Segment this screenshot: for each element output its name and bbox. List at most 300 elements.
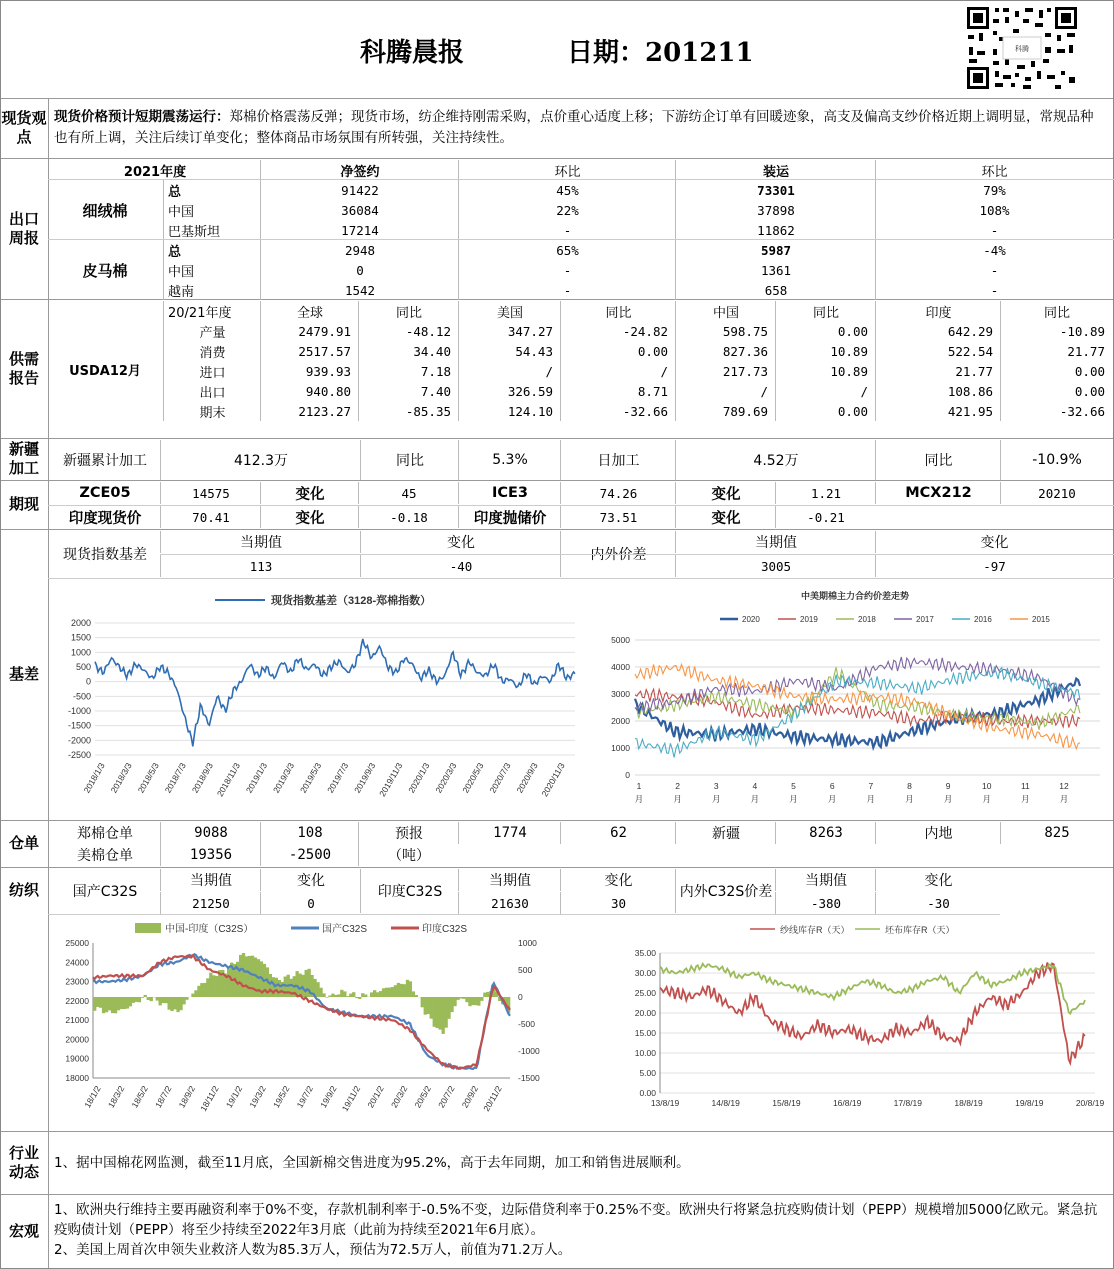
x-tick-label: 2019/3/3 <box>270 761 297 795</box>
x-tick-label: 18/8/19 <box>954 1098 983 1108</box>
usda-value: 0.00 <box>1000 381 1113 401</box>
textile-header: 变化 <box>875 869 1001 891</box>
y2-tick-label: 500 <box>518 965 533 975</box>
industry-text: 1、据中国棉花网监测，截至11月底，全国新棉交售进度为95.2%，高于去年同期，加工和销售进展顺利。 <box>54 1155 690 1171</box>
y2-tick-label: -1500 <box>518 1073 540 1083</box>
warehouse-cell: -2500 <box>260 844 359 866</box>
usda-header-cell: 全球 <box>260 301 359 321</box>
y-tick-label: 0.00 <box>639 1088 656 1098</box>
qr-code <box>965 5 1079 91</box>
y-tick-label: 24000 <box>65 957 89 968</box>
diff-bar <box>141 997 144 998</box>
y2-tick-label: 0 <box>518 992 523 1002</box>
usda-header-cell: 同比 <box>358 301 459 321</box>
y-tick-label: 25000 <box>65 938 89 948</box>
usda-row-label: 消费 <box>163 341 261 361</box>
usda-label: USDA12月 <box>69 363 141 379</box>
y-tick-label: 30.00 <box>634 968 656 978</box>
legend-label: 现货指数基差（3128-郑棉指数） <box>271 595 432 607</box>
diff-bar <box>337 994 340 997</box>
warehouse-cell: 预报 <box>358 822 459 844</box>
y-tick-label: 15.00 <box>634 1028 656 1038</box>
diff-bar <box>200 983 203 997</box>
x-tick-label: 3 <box>713 781 719 791</box>
usda-value: / <box>675 381 776 401</box>
diff-bar <box>126 997 129 1009</box>
xinjiang-cell: -10.9% <box>1000 440 1113 480</box>
y-tick-label: 22000 <box>65 995 89 1006</box>
basis-header: 当期值 <box>675 531 876 553</box>
diff-bar <box>245 956 248 997</box>
diff-bar <box>206 978 209 997</box>
x-tick-label: 2018/1/3 <box>81 761 107 795</box>
export-ship-mom: - <box>875 280 1113 300</box>
export-row-label: 中国 <box>163 200 265 220</box>
x-tick-label: 7 <box>868 781 874 791</box>
x-tick-label: 2019/1/3 <box>243 761 270 795</box>
export-net-sales: 17214 <box>260 220 459 240</box>
diff-bar <box>468 997 471 1006</box>
diff-bar <box>328 996 331 998</box>
warehouse-cell: 19356 <box>160 844 261 866</box>
diff-bar <box>278 980 281 997</box>
basis-chart <box>55 585 585 815</box>
diff-bar <box>144 995 147 997</box>
x-tick-label: 2018/3/3 <box>108 761 134 795</box>
y-tick-label: 2000 <box>611 716 630 726</box>
export-header-cell: 环比 <box>458 160 676 180</box>
usda-value: -24.82 <box>560 321 676 341</box>
y-tick-label: 5.00 <box>639 1068 656 1078</box>
macro-text <box>54 1200 1104 1260</box>
usda-value: 124.10 <box>458 401 561 421</box>
y-tick-label: 5000 <box>611 635 630 645</box>
diff-bar <box>355 997 358 998</box>
basis-value: -97 <box>875 555 1113 577</box>
usda-value: 598.75 <box>675 321 776 341</box>
usda-value: 21.77 <box>875 361 1001 381</box>
y-tick-label: -1500 <box>67 720 91 731</box>
xinjiang-cell: 新疆累计加工 <box>63 453 147 469</box>
y-tick-label: 1000 <box>70 647 91 658</box>
diff-bar <box>385 988 388 997</box>
textile-label: 印度C32S <box>360 869 459 913</box>
futures-cell: 1.21 <box>775 482 876 504</box>
export-shipment: 11862 <box>675 220 876 240</box>
usda-value: 939.93 <box>260 361 359 381</box>
x-tick-label: 18/7/2 <box>153 1084 174 1110</box>
x-tick-label: 月 <box>712 794 721 804</box>
export-shipment: 5987 <box>675 240 876 260</box>
diff-bar <box>135 997 138 1002</box>
diff-bar <box>215 976 218 997</box>
diff-bar <box>376 992 379 997</box>
diff-bar <box>343 991 346 997</box>
export-row-label: 总 <box>163 240 265 260</box>
diff-bar <box>102 997 105 1013</box>
diff-bar <box>129 997 132 1006</box>
y-tick-label: 20000 <box>65 1034 89 1045</box>
y-tick-label: 35.00 <box>634 948 656 958</box>
diff-bar <box>99 997 102 1008</box>
export-net-mom: - <box>458 280 676 300</box>
x-tick-label: 2018/9/3 <box>189 761 215 795</box>
usda-value: 0.00 <box>560 341 676 361</box>
futures-cell: -0.18 <box>358 506 459 528</box>
export-ship-mom: -4% <box>875 240 1113 260</box>
usda-header-cell: 同比 <box>1000 301 1113 321</box>
usda-value: -32.66 <box>1000 401 1113 421</box>
diff-bar <box>388 988 391 997</box>
textile-value: -30 <box>875 892 1001 914</box>
diff-bar <box>170 997 173 1011</box>
x-tick-label: 月 <box>1059 794 1069 804</box>
usda-value: 2517.57 <box>260 341 359 361</box>
x-tick-label: 2018/7/3 <box>162 761 188 795</box>
macro-item-1: 1、欧洲央行维持主要再融资利率于0%不变，存款机制利率于-0.5%不变，边际借贷利率于0.25%不变。欧洲央行将紧急抗疫购债计划（PEPP）规模增加5000亿欧元。紧急抗疫购债计划（PEPP）将至少持续至2022年3月底（此前为持续至2021年6月底）。 <box>54 1202 1098 1238</box>
usda-value: 108.86 <box>875 381 1001 401</box>
section-basis: 基差 <box>8 665 39 683</box>
usda-value: 21.77 <box>1000 341 1113 361</box>
x-tick-label: 6 <box>829 781 835 791</box>
section-export: 出口周报 <box>8 209 39 247</box>
diff-bar <box>165 997 168 1003</box>
usda-value: 10.89 <box>775 341 876 361</box>
x-tick-label: 2020/1/3 <box>406 761 432 795</box>
futures-cell: 印度抛储价 <box>458 506 561 528</box>
diff-bar <box>120 997 123 1009</box>
basis-header: 变化 <box>875 531 1113 553</box>
legend-label: 2016 <box>974 615 992 624</box>
usda-value: 7.40 <box>358 381 459 401</box>
usda-value: 642.29 <box>875 321 1001 341</box>
diff-bar <box>358 997 361 999</box>
diff-bar <box>442 997 445 1034</box>
export-row-label: 越南 <box>163 280 265 300</box>
export-net-mom: 65% <box>458 240 676 260</box>
export-row-label: 总 <box>163 180 265 200</box>
x-tick-label: 20/11/2 <box>481 1084 504 1114</box>
usda-value: 8.71 <box>560 381 676 401</box>
diff-bar <box>96 997 99 1007</box>
diff-bar <box>269 974 272 997</box>
diff-bar <box>117 997 120 1010</box>
x-tick-label: 月 <box>1021 794 1030 804</box>
futures-cell: 20210 <box>1000 482 1113 504</box>
export-shipment: 73301 <box>675 180 876 200</box>
basis-value: -40 <box>360 555 561 577</box>
futures-cell: ZCE05 <box>79 485 131 501</box>
y-tick-label: 21000 <box>65 1015 89 1026</box>
diff-bar <box>453 997 456 1006</box>
legend-label: 2020 <box>742 615 760 624</box>
export-header-cell: 2021年度 <box>123 164 187 180</box>
diff-bar <box>361 993 364 997</box>
x-tick-label: 2019/9/3 <box>352 761 378 795</box>
inventory-chart <box>600 918 1110 1128</box>
x-tick-label: 18/9/2 <box>176 1084 198 1110</box>
legend-label: 2015 <box>1032 615 1050 624</box>
diff-bar <box>349 994 352 997</box>
x-tick-label: 5 <box>791 781 796 791</box>
export-header-cell: 装运 <box>675 160 876 180</box>
usda-value: 827.36 <box>675 341 776 361</box>
yarn-price-chart <box>55 918 585 1128</box>
y-tick-label: 0 <box>625 770 630 780</box>
section-industry: 行业动态 <box>8 1143 39 1181</box>
textile-header: 变化 <box>260 869 361 891</box>
warehouse-cell: （吨） <box>358 844 459 866</box>
export-net-mom: - <box>458 260 676 280</box>
basis-series-line <box>95 639 575 747</box>
xinjiang-cell: 412.3万 <box>160 440 361 480</box>
warehouse-cell: 108 <box>260 822 359 844</box>
warehouse-cell: 新疆 <box>675 822 776 844</box>
warehouse-cell: 62 <box>560 822 676 844</box>
x-tick-label: 2020/9/3 <box>514 761 540 795</box>
diff-bar <box>427 997 430 1014</box>
usda-row-label: 进口 <box>163 361 261 381</box>
diff-bar <box>123 997 126 1009</box>
diff-bar <box>150 997 153 1001</box>
diff-bar <box>465 997 468 1002</box>
diff-bar <box>433 997 436 1027</box>
diff-bar <box>370 992 373 997</box>
diff-bar <box>400 984 403 997</box>
textile-value: -380 <box>775 892 876 914</box>
x-tick-label: 月 <box>943 794 953 804</box>
diff-bar <box>111 997 114 1013</box>
usda-row-label: 期末 <box>163 401 261 421</box>
diff-bar <box>459 997 462 999</box>
usda-value: 522.54 <box>875 341 1001 361</box>
diff-bar <box>203 983 206 997</box>
usda-header-cell: 美国 <box>458 301 561 321</box>
textile-label: 国产C32S <box>72 884 138 900</box>
x-tick-label: 月 <box>750 794 760 804</box>
futures-cell: -0.21 <box>775 506 876 528</box>
x-tick-label: 19/5/2 <box>270 1084 292 1110</box>
diff-bar <box>382 988 385 997</box>
diff-bar <box>373 990 376 997</box>
diff-bar <box>168 997 171 1010</box>
diff-bar <box>93 997 96 1011</box>
usda-value: 34.40 <box>358 341 459 361</box>
x-tick-label: 2020/5/3 <box>460 761 486 795</box>
futures-cell: 印度现货价 <box>68 510 142 527</box>
diff-bar <box>325 997 328 998</box>
x-tick-label: 16/8/19 <box>832 1098 862 1108</box>
diff-bar <box>173 997 176 1009</box>
x-tick-label: 13/8/19 <box>650 1098 680 1108</box>
y2-tick-label: 1000 <box>518 938 537 948</box>
futures-cell: 变化 <box>675 482 776 504</box>
y-tick-label: 19000 <box>65 1053 89 1064</box>
diff-bar <box>430 997 433 1019</box>
y2-tick-label: -500 <box>518 1019 536 1029</box>
chart-title: 中美期棉主力合约价差走势 <box>800 591 910 601</box>
usda-value: 54.43 <box>458 341 561 361</box>
y-tick-label: 10.00 <box>634 1048 656 1058</box>
diff-bar <box>322 993 325 997</box>
x-tick-label: 2019/5/3 <box>297 761 324 795</box>
legend-label: 2018 <box>858 615 876 624</box>
report-title: 科腾晨报 <box>360 38 465 68</box>
diff-bar <box>415 995 418 997</box>
y-tick-label: -2500 <box>67 750 91 760</box>
warehouse-cell: 8263 <box>775 822 876 844</box>
basis-value: 113 <box>160 555 361 577</box>
usda-value: 421.95 <box>875 401 1001 421</box>
xinjiang-cell: 4.52万 <box>675 440 876 480</box>
export-ship-mom: - <box>875 220 1113 240</box>
usda-value: / <box>560 361 676 381</box>
diff-bar <box>406 980 409 997</box>
textile-value: 21250 <box>160 892 261 914</box>
section-xinjiang: 新疆加工 <box>8 440 39 477</box>
export-shipment: 37898 <box>675 200 876 220</box>
futures-cell: 变化 <box>260 482 359 504</box>
diff-bar <box>397 983 400 997</box>
legend-label: 2019 <box>800 615 818 624</box>
x-tick-label: 2 <box>675 781 681 791</box>
diff-bar <box>248 956 251 997</box>
x-tick-label: 20/5/2 <box>412 1084 433 1110</box>
futures-cell: 变化 <box>675 506 776 528</box>
usda-value: -48.12 <box>358 321 459 341</box>
x-tick-label: 2020/7/3 <box>487 761 513 795</box>
diff-bar <box>445 997 448 1028</box>
usda-row-label: 出口 <box>163 381 261 401</box>
diff-bar <box>316 982 319 997</box>
y-tick-label: 500 <box>75 662 91 672</box>
export-ship-mom: 108% <box>875 200 1113 220</box>
diff-bar <box>436 997 439 1028</box>
x-tick-label: 2019/7/3 <box>325 761 351 795</box>
diff-bar <box>409 981 412 997</box>
warehouse-cell: 郑棉仓单 <box>77 826 133 842</box>
export-header-cell: 环比 <box>875 160 1113 180</box>
y-tick-label: -2000 <box>67 735 91 746</box>
basis-value: 3005 <box>675 555 876 577</box>
usda-value: -10.89 <box>1000 321 1113 341</box>
usda-value: 0.00 <box>775 321 876 341</box>
futures-cell: ICE3 <box>458 482 561 504</box>
x-tick-label: 2018/5/3 <box>135 761 161 795</box>
x-tick-label: 15/8/19 <box>772 1098 801 1108</box>
spot-view-text <box>54 107 1106 149</box>
diff-bar <box>319 988 322 997</box>
x-tick-label: 20/7/2 <box>436 1084 457 1110</box>
basis-label: 现货指数基差 <box>63 547 147 563</box>
section-macro: 宏观 <box>8 1221 39 1240</box>
diff-bar <box>227 969 230 997</box>
textile-header: 当期值 <box>160 869 261 891</box>
usda-value: / <box>458 361 561 381</box>
x-tick-label: 2020/3/3 <box>433 761 459 795</box>
spot-view-lead: 现货价格预计短期震荡运行： <box>54 109 230 125</box>
x-tick-label: 14/8/19 <box>711 1098 740 1108</box>
x-tick-label: 月 <box>827 794 837 804</box>
usda-value: 347.27 <box>458 321 561 341</box>
futures-cell: MCX212 <box>875 482 1001 504</box>
inventory-series-1 <box>660 964 1085 1014</box>
y-tick-label: 25.00 <box>634 988 656 998</box>
y-tick-label: 1000 <box>611 743 630 753</box>
diff-bar <box>138 997 141 1002</box>
x-tick-label: 18/5/2 <box>129 1084 150 1110</box>
section-spot: 现货观点 <box>1 109 47 146</box>
diff-bar <box>331 994 334 997</box>
y-tick-label: 2000 <box>70 618 91 628</box>
macro-item-2: 2、美国上周首次申领失业救济人数为85.3万人，预估为72.5万人，前值为71.2万人。 <box>54 1242 572 1258</box>
diff-bar <box>424 997 427 1015</box>
diff-bar <box>105 997 108 1012</box>
textile-header: 当期值 <box>458 869 561 891</box>
diff-bar <box>212 975 215 997</box>
section-warehouse: 仓单 <box>8 834 39 852</box>
diff-bar <box>340 990 343 997</box>
diff-bar <box>239 955 242 997</box>
textile-header: 变化 <box>560 869 676 891</box>
textile-label: 内外C32S价差 <box>675 869 776 913</box>
xinjiang-cell: 同比 <box>360 440 459 480</box>
usda-header-cell: 中国 <box>675 301 776 321</box>
x-tick-label: 17/8/19 <box>893 1098 923 1108</box>
x-tick-label: 9 <box>945 781 951 791</box>
diff-bar <box>191 994 194 997</box>
x-tick-label: 12 <box>1059 781 1069 791</box>
diff-bar <box>379 991 382 997</box>
x-tick-label: 月 <box>634 794 644 804</box>
export-net-sales: 1542 <box>260 280 459 300</box>
spot-view-body: 郑棉价格震荡反弹；现货市场，纺企维持刚需采购，点价重心适度上移；下游纺企订单有回暖迹象，高支及偏高支纱价格近期上调明显，常规品种也有所上调，关注后续订单变化；整体商品市场氛围有所转强，关注持续性。 <box>54 109 1094 146</box>
futures-cell: 14575 <box>160 482 261 504</box>
x-tick-label: 1 <box>636 781 642 791</box>
usda-header-cell: 20/21年度 <box>163 301 265 321</box>
diff-bar <box>179 997 182 1010</box>
diff-bar <box>159 997 162 1005</box>
warehouse-cell: 825 <box>1000 822 1113 844</box>
legend-label: 坯布库存R（天） <box>885 925 955 935</box>
diff-bar <box>364 995 367 998</box>
diff-bar <box>394 985 397 997</box>
y-tick-label: 1500 <box>70 632 91 643</box>
diff-bar <box>439 997 442 1030</box>
diff-bar <box>132 997 135 1003</box>
x-tick-label: 19/1/2 <box>223 1084 245 1110</box>
legend-swatch <box>135 923 161 933</box>
legend-label: 中国-印度（C32S） <box>165 924 254 935</box>
usda-header-cell: 同比 <box>560 301 676 321</box>
warehouse-cell: 9088 <box>160 822 261 844</box>
diff-bar <box>302 975 305 997</box>
xinjiang-cell: 日加工 <box>560 440 676 480</box>
usda-value: 7.18 <box>358 361 459 381</box>
export-net-sales: 36084 <box>260 200 459 220</box>
usda-value: 217.73 <box>675 361 776 381</box>
diff-bar <box>156 997 159 1001</box>
x-tick-label: 月 <box>789 794 798 804</box>
svg-text:科腾: 科腾 <box>1015 46 1029 53</box>
section-textile: 纺织 <box>8 881 39 899</box>
export-group-label: 细绒棉 <box>82 201 128 220</box>
diff-bar <box>185 997 188 1000</box>
export-net-mom: 45% <box>458 180 676 200</box>
x-tick-label: 2018/11/3 <box>214 761 243 799</box>
usda-value: 326.59 <box>458 381 561 401</box>
usda-value: -32.66 <box>560 401 676 421</box>
